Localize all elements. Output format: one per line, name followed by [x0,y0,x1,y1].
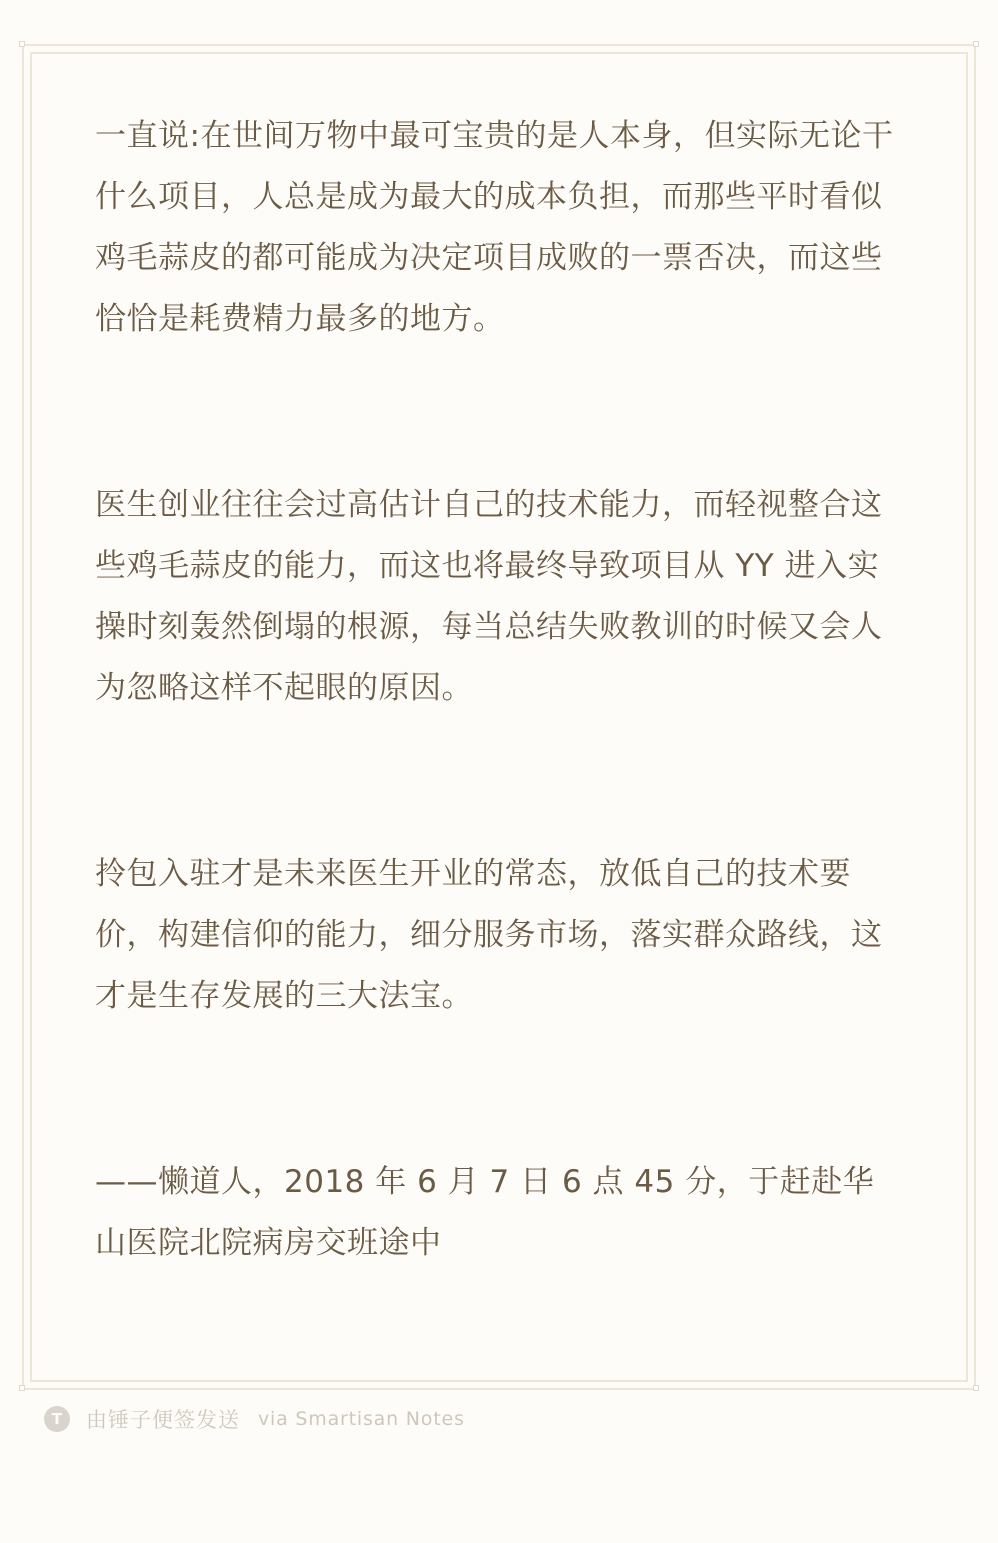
footer-sent-by-label: 由锤子便签发送 [86,1408,240,1432]
frame-corner-bottom-left [19,1385,25,1391]
share-footer [44,1402,465,1436]
note-content [95,106,895,1274]
note-paragraph: 医生创业往往会过高估计自己的技术能力，而轻视整合这些鸡毛蒜皮的能力，而这也将最终导致项目从 YY 进入实操时刻轰然倒塌的根源，每当总结失败教训的时候又会人为忽略这样不起眼的原因。 [95,487,883,706]
note-signature: ——懒道人，2018 年 6 月 7 日 6 点 45 分，于赶赴华山医院北院病房交班途中 [95,1164,875,1261]
frame-corner-top-right [973,41,979,47]
note-paragraph: 一直说:在世间万物中最可宝贵的是人本身，但实际无论干什么项目，人总是成为最大的成本负担，而那些平时看似鸡毛蒜皮的都可能成为决定项目成败的一票否决，而这些恰恰是耗费精力最多的地方。 [95,118,894,337]
frame-corner-top-left [19,41,25,47]
note-paragraph: 拎包入驻才是未来医生开业的常态，放低自己的技术要价，构建信仰的能力，细分服务市场，落实群众路线，这才是生存发展的三大法宝。 [95,856,883,1014]
smartisan-t-icon: T [44,1406,70,1432]
frame-corner-bottom-right [973,1385,979,1391]
footer-via-label: via Smartisan Notes [258,1408,465,1430]
